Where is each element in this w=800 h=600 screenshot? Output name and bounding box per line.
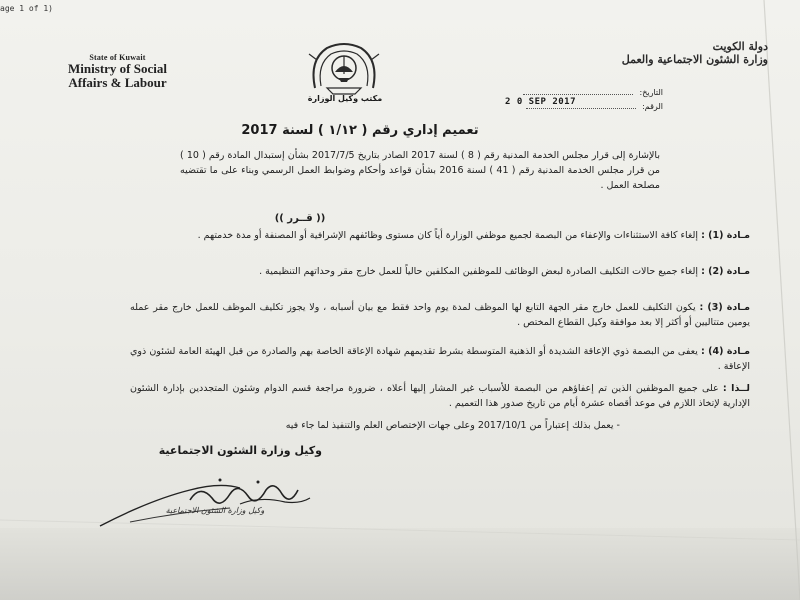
article-3-label: مـادة (3) : [699,302,750,313]
signer-title: وكيل وزارة الشئون الاجتماعية [158,444,322,457]
reference-label: الرقم: [642,102,663,111]
ministry-name-arabic: وزارة الشئون الاجتماعية والعمل [621,53,768,66]
article-3-text: يكون التكليف للعمل خارج مقر الجهة التابع لها الموظف لمدة يوم واحد فقط مع بيان أسبابه ، ولا يجوز تكليف الموظف للعمل خارج مقر عمله يومين متتاليين أو أكثر إلا بعد موافقة وكيل القطاع المختص . [130,302,750,328]
article-2-label: مـادة (2) : [701,266,750,277]
decision-heading: (( قــرر )) [274,213,326,224]
instruction-paragraph [130,381,750,411]
arabic-letterhead [588,40,768,66]
article-1-text: إلغاء كافة الاستثناءات والإعفاء من البصمة لجميع موظفي الوزارة أياً كان مستوى وظائفهم الإشرافية أو المصنفة أو مدة خدمتهم . [197,230,699,241]
article-2-text: إلغاء جميع حالات التكليف الصادرة لبعض الوظائف للموظفين المكلفين حالياً للعمل خارج مقر وحداتهم التنظيمية . [259,266,699,277]
page-number-label: age 1 of 1) [0,4,53,13]
intro-paragraph: بالإشارة إلى قرار مجلس الخدمة المدنية رقم ( 8 ) لسنة 2017 الصادر بتاريخ 2017/7/5 بشأن إستبدال المادة رقم ( 10 ) من قرار مجلس الخدمة المدنية رقم ( 41 ) لسنة 2016 بشأن قواعد وأحكام وضوابط العمل الرسمي وبناء على ما تقتضيه مصلحة العمل . [180,150,660,191]
circular-title: تعميم إداري رقم ( ١/١٢ ) لسنة 2017 [241,123,479,138]
article-2 [130,264,750,279]
article-3 [130,300,750,330]
article-4 [130,344,750,374]
date-field [463,88,663,97]
kuwait-emblem-icon [305,38,383,100]
date-stamp: 2 0 SEP 2017 [505,97,577,107]
handwritten-signature [70,460,320,530]
ministry-name-line1: Ministry of Social [68,61,167,76]
article-1 [130,228,750,243]
country-name: دولة الكويت [712,40,768,53]
instruction-text: على جميع الموظفين الذين تم إعفاؤهم من البصمة للأسباب غير المشار إليها أعلاه ، ضرورة مراجعة قسم الدوام وشئون المتجددين بإدارة الشئون الإدارية لإتخاذ اللازم في موعد أقصاه عشرة أيام من تاريخ صدور هذا التعميم . [130,383,750,409]
article-4-label: مـادة (4) : [700,346,750,357]
office-label: مكتب وكيل الوزارة [307,94,383,103]
effective-date-line: - يعمل بذلك إعتباراً من 2017/10/1 وعلى جهات الإختصاص العلم والتنفيذ لما جاء فيه [285,420,620,431]
instruction-label: لــذا : [722,383,750,394]
article-1-label: مـادة (1) : [701,230,750,241]
english-letterhead [30,53,205,90]
reference-dotted-line [526,108,636,109]
date-label: التاريخ: [639,88,663,97]
signature-caption: وكيل وزارة الشئون الاجتماعية [165,506,265,515]
date-dotted-line [523,94,633,95]
state-name: State of Kuwait [89,53,146,62]
ministry-name-line2: Affairs & Labour [68,75,167,90]
article-4-text: يعفى من البصمة ذوي الإعاقة الشديدة أو الذهنية المتوسطة بشرط تقديمهم شهادة الإعاقة الخاصة بهم والصادرة من قبل الهيئة العامة لشئون ذوي الإعاقة . [130,346,750,372]
